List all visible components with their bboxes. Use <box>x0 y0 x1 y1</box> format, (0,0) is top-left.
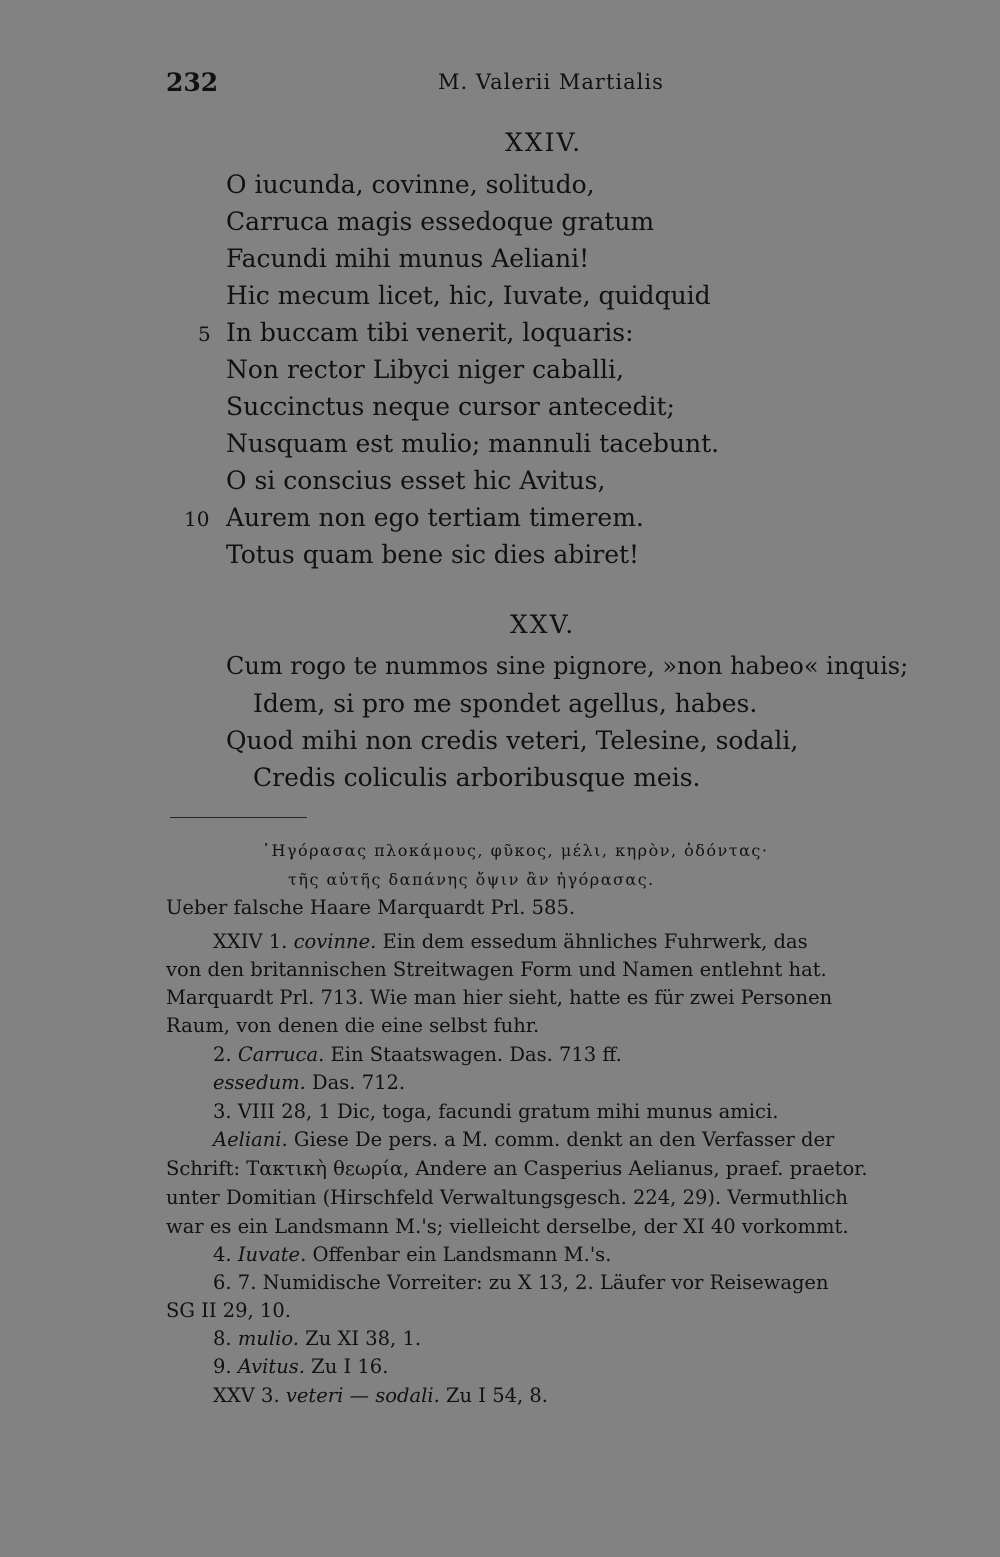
poem-line: O si conscius esset hic Avitus, <box>226 466 606 495</box>
note-line <box>213 1128 834 1151</box>
note-line <box>213 1043 622 1066</box>
note-line: Raum, von denen die eine selbst fuhr. <box>166 1014 540 1037</box>
poem-line: Facundi mihi munus Aeliani! <box>226 244 590 273</box>
note-text: Ein dem essedum ähnliches Fuhrwerk, das <box>382 930 808 953</box>
note-lemma: mulio. <box>237 1327 299 1350</box>
note-ref: 8. <box>213 1327 232 1350</box>
poem-line: Hic mecum licet, hic, Iuvate, quidquid <box>226 281 711 310</box>
note-line <box>213 1327 421 1350</box>
poem-line: Quod mihi non credis veteri, Telesine, sodali, <box>226 726 799 755</box>
note-lemma: Carruca. <box>237 1043 325 1066</box>
note-text: Ein Staatswagen. Das. 713 ff. <box>330 1043 622 1066</box>
poem-line: Credis coliculis arboribusque meis. <box>253 763 701 792</box>
note-lemma: Aeliani. <box>213 1128 288 1151</box>
note-line: SG II 29, 10. <box>166 1299 291 1322</box>
running-title: M. Valerii Martialis <box>438 70 664 94</box>
greek-quote-line: τῆς αὐτῆς δαπάνης ὄψιν ἂν ἠγόρασας. <box>288 870 655 889</box>
line-number: 5 <box>198 322 211 346</box>
poem-line: In buccam tibi venerit, loquaris: <box>226 318 634 347</box>
note-line: Marquardt Prl. 713. Wie man hier sieht, hatte es für zwei Personen <box>166 986 833 1009</box>
poem-line: O iucunda, covinne, solitudo, <box>226 170 595 199</box>
note-lemma: Iuvate. <box>237 1243 307 1266</box>
note-text: Zu I 54, 8. <box>445 1384 549 1407</box>
note-line: war es ein Landsmann M.'s; vielleicht derselbe, der XI 40 vorkommt. <box>166 1215 849 1238</box>
note-line: von den britannischen Streitwagen Form und Namen entlehnt hat. <box>166 958 827 981</box>
note-line: 6. 7. Numidische Vorreiter: zu X 13, 2. Läufer vor Reisewagen <box>213 1271 829 1294</box>
note-line <box>213 930 808 953</box>
poem-line: Idem, si pro me spondet agellus, habes. <box>253 689 758 718</box>
poem-line: Succinctus neque cursor antecedit; <box>226 392 675 421</box>
note-lemma: essedum. <box>213 1071 306 1094</box>
line-number: 10 <box>184 507 210 531</box>
poem-xxv-heading: XXV. <box>510 610 576 639</box>
note-ref: 2. <box>213 1043 232 1066</box>
poem-xxiv-heading: XXIV. <box>505 128 583 157</box>
poem-line: Non rector Libyci niger caballi, <box>226 355 624 384</box>
page-number: 232 <box>166 68 219 97</box>
note-ref: XXIV 1. <box>213 930 288 953</box>
note-text: Offenbar ein Landsmann M.'s. <box>312 1243 612 1266</box>
poem-line: Carruca magis essedoque gratum <box>226 207 655 236</box>
note-line <box>213 1355 388 1378</box>
poem-line: Totus quam bene sic dies abiret! <box>226 540 640 569</box>
poem-line: Aurem non ego tertiam timerem. <box>226 503 644 532</box>
note-line <box>213 1071 405 1094</box>
note-line <box>213 1243 611 1266</box>
note-lemma: Avitus. <box>237 1355 305 1378</box>
note-ref: 9. <box>213 1355 232 1378</box>
note-text: Zu I 16. <box>311 1355 389 1378</box>
note-text: Zu XI 38, 1. <box>305 1327 422 1350</box>
note-ref: 4. <box>213 1243 232 1266</box>
note-line: Ueber falsche Haare Marquardt Prl. 585. <box>166 896 576 919</box>
note-ref: XXV 3. <box>213 1384 280 1407</box>
note-line: unter Domitian (Hirschfeld Verwaltungsgesch. 224, 29). Vermuthlich <box>166 1186 848 1209</box>
note-lemma: covinne. <box>293 930 377 953</box>
poem-line: Cum rogo te nummos sine pignore, »non habeo« inquis; <box>226 652 909 680</box>
note-lemma: veteri — sodali. <box>285 1384 440 1407</box>
poem-line: Nusquam est mulio; mannuli tacebunt. <box>226 429 720 458</box>
note-text: Giese De pers. a M. comm. denkt an den Verfasser der <box>293 1128 835 1151</box>
greek-quote-line: ᾿Ηγόρασας πλοκάμους, φῦκος, μέλι, κηρὸν, ὀδόντας· <box>262 841 769 860</box>
note-line <box>213 1384 548 1407</box>
footnote-rule <box>170 817 307 818</box>
note-text: Das. 712. <box>312 1071 406 1094</box>
note-line: 3. VIII 28, 1 Dic, toga, facundi gratum mihi munus amici. <box>213 1100 779 1123</box>
note-line: Schrift: Τακτικὴ θεωρία, Andere an Casperius Aelianus, praef. praetor. <box>166 1157 868 1180</box>
